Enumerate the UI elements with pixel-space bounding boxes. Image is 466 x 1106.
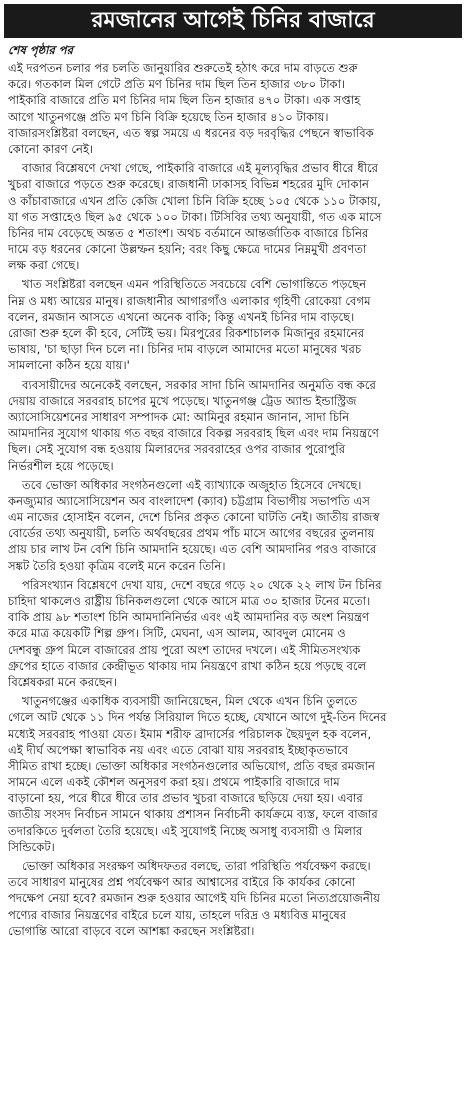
article-line: আগে খাতুনগঞ্জে প্রতি মণ চিনি বিক্রি হয়েছে তিন হাজার ৪১০ টাকায়। (8, 109, 329, 124)
article-line: করে। গতকাল মিল গেটে প্রতি মণ চিনির দাম ছিল তিন হাজার ৩৮০ টাকা। (8, 77, 346, 92)
article-line: গেলে আট থেকে ১১ দিন পর্যন্ত সিরিয়াল দিতে হচ্ছে, যেখানে আগে দুই-তিন দিনের (8, 710, 387, 725)
article-paragraph (8, 160, 458, 273)
article-line: যা গত সপ্তাহেও ছিল ৯৫ থেকে ১০০ টাকা। টিসিবির তথ্য অনুযায়ী, গত এক মাসে (8, 209, 382, 224)
article-line: রোজা শুরু হলে কী হবে, সেটিই ভয়। মিরপুরের রিকশাচালক মিজানুর রহমানের (8, 326, 365, 340)
article-paragraph (8, 60, 458, 157)
article-line: সিন্ডিকেট। (8, 839, 55, 854)
article-line: বিশ্লেষকরা মনে করছেন। (8, 674, 117, 689)
article-line: পণ্যের বাজার নিয়ন্ত্রণের বাইরে চলে যায়, তাহলে দরিদ্র ও মধ্যবিত্ত মানুষের (8, 907, 347, 922)
article-paragraph (8, 477, 458, 574)
article-line: ছিল। সেই সুযোগ বন্ধ হওয়ায় মিলারদের সরবরাহের ওপর বাজার পুরোপুরি (8, 442, 346, 457)
article-paragraph (8, 858, 458, 939)
article-line: চাহিদা থাকলেও রাষ্ট্রীয় চিনিকলগুলো থেকে আসে মাত্র ৩০ হাজার টনের মতো। (8, 594, 371, 608)
article-line: পাইকারি বাজারে প্রতি মণ চিনির দাম ছিল তিন হাজার ৪৭০ টাকা। এক সপ্তাহ (8, 93, 361, 108)
article-line: বাজার বিশ্লেষণে দেখা গেছে, পাইকারি বাজারে এই মূল্যবৃদ্ধির প্রভাব ধীরে ধীরে (22, 161, 379, 176)
article-line: ব্যবসায়ীদের অনেকেই বলছেন, সরকার সাদা চিনি আমদানির অনুমতি বন্ধ করে (22, 377, 376, 392)
article-line: বাকি প্রায় ৯৮ শতাংশ চিনি আমদানিনির্ভর এবং এই আমদানির বড় অংশ নিয়ন্ত্রণ (8, 610, 370, 625)
article-line: কোনো কারণ নেই। (8, 141, 94, 156)
article-line: এই দরপতন চলার পর চলতি জানুয়ারির শুরুতেই হঠাৎ করে দাম বাড়তে শুরু (8, 61, 358, 75)
article-line: দামে বড় ধরনের কোনো উল্লম্ফন হয়নি; বরং কিছু ক্ষেত্রে দামের নিম্নমুখী প্রবণতা (8, 242, 367, 257)
article-line: চিনির দাম বেড়েছে অন্তত ৫ শতাংশ। অথচ বর্তমানে আন্তর্জাতিক বাজারে চিনির (8, 225, 369, 240)
article-paragraph (8, 693, 458, 855)
article-line: ভোগান্তি আরো বাড়বে বলে আশঙ্কা করছেন সংশ্লিষ্টরা। (8, 923, 255, 938)
article-line: খুচরা বাজারে পড়তে শুরু করেছে। রাজধানী ঢাকাসহ বিভিন্ন শহরের মুদি দোকান (8, 177, 369, 192)
article-line: জাতীয় সংসদ নির্বাচন সামনে থাকায় প্রশাসন নির্বাচনী কার্যক্রমে ব্যস্ত, ফলে বাজার (8, 807, 378, 822)
article-line: লক্ষ করা গেছে। (8, 258, 80, 273)
article-line: তবে সাধারণ মানুষের প্রশ্ন পর্যবেক্ষণ আর আশ্বাসের বাইরে কি কার্যকর কোনো (8, 875, 356, 890)
article-line: নিম্ন ও মধ্য আয়ের মানুষ। রাজধানীর আগারগাঁও এলাকার গৃহিণী রোকেয়া বেগম (8, 293, 371, 308)
article-body (8, 60, 458, 1100)
article-line: কনজ্যুমার অ্যাসোসিয়েশন অব বাংলাদেশ (ক্যাব) চট্টগ্রাম বিভাগীয় সভাপতি এস (8, 493, 370, 508)
article-line: বাজারসংশ্লিষ্টরা বলছেন, এত স্বল্প সময়ে এ ধরনের বড় দরবৃদ্ধির পেছনে স্বাভাবিক (8, 125, 374, 140)
headline: রমজানের আগেই চিনির বাজারে (4, 4, 462, 38)
article-paragraph (8, 377, 458, 474)
article-line: সঙ্কট তৈরি হওয়া কৃত্রিম বলেই মনে করেন তিনি। (8, 558, 226, 573)
article-line: দেশবন্ধু গ্রুপ মিলে বাজারের প্রায় পুরো অংশ তাদের দখলে। এই সীমিতসংখ্যক (8, 642, 361, 657)
article-line: পরিসংখ্যান বিশ্লেষণে দেখা যায়, দেশে বছরে গড়ে ২০ থেকে ২২ লাখ টন চিনির (22, 577, 382, 592)
article-line: আমদানির সুযোগ থাকায় গত বছর বাজারে বিকল্প সরবরাহ ছিল এবং দাম নিয়ন্ত্রণে (8, 426, 379, 441)
article-paragraph (8, 577, 458, 690)
article-line: সামলানো কঠিন হয়ে যায়।' (8, 358, 130, 373)
article-line: সীমিত রাখা হচ্ছে। ভোক্তা অধিকার সংগঠনগুলোর অভিযোগ, প্রতি বছর রমজান (8, 758, 375, 773)
article-paragraph (8, 276, 458, 373)
article-line: করে মাত্র কয়েকটি শিল্প গ্রুপ। সিটি, মেঘনা, এস আলম, আবদুল মোনেম ও (8, 626, 346, 641)
article-line: খাতুনগঞ্জের একাধিক ব্যবসায়ী জানিয়েছেন, মিল থেকে এখন চিনি তুলতে (22, 694, 358, 709)
article-line: এম নাজের হোসাইন বলেন, দেশে চিনির প্রকৃত কোনো ঘাটতি নেই। জাতীয় রাজস্ব (8, 510, 380, 525)
article-line: খাত সংশ্লিষ্টরা বলছেন এমন পরিস্থিতিতে সবচেয়ে বেশি ভোগান্তিতে পড়ছেন (22, 277, 367, 292)
article-line: বলেন, রমজান আসতে এখনো অনেক বাকি; কিন্তু এখনই চিনির দাম বাড়ছে। (8, 309, 355, 324)
article-line: নির্ভরশীল হয়ে পড়েছে। (8, 458, 114, 473)
article-line: দেয়ায় বাজারে সরবরাহ চাপের মুখে পড়েছে। খাতুনগঞ্জ ট্রেড অ্যান্ড ইন্ডাস্ট্রিজ (8, 393, 357, 408)
article-line: পদক্ষেপ নেয়া হবে? রমজান শুরু হওয়ার আগেই যদি চিনির মতো নিত্যপ্রয়োজনীয় (8, 891, 380, 906)
article-line: গ্রুপের হাতে বাজার কেন্দ্রীভূত থাকায় দাম নিয়ন্ত্রণে রাখা কঠিন হয়ে পড়ছে বলে (8, 658, 367, 673)
article-line: এই দীর্ঘ অপেক্ষা স্বাভাবিক নয় এবং এতে বোঝা যায় সরবরাহ ইচ্ছাকৃতভাবে (8, 742, 349, 757)
article-line: অ্যাসোসিয়েশনের সাধারণ সম্পাদক মো: আমিনুর রহমান জানান, সাদা চিনি (8, 409, 350, 424)
continued-label: শেষ পৃষ্ঠার পর (8, 43, 73, 57)
article-line: মধ্যেই সরবরাহ পাওয়া যেত। ইমাম শরীফ ব্রাদার্সের পরিচালক ছৈয়দুল হক বলেন, (8, 726, 372, 741)
article-line: তবে ভোক্তা অধিকার সংগঠনগুলো এই ব্যাখ্যাকে অজুহাত হিসেবে দেখছে। (22, 477, 362, 492)
article-line: বোর্ডের তথ্য অনুযায়ী, চলতি অর্থবছরের প্রথম পাঁচ মাসে আগের বছরের তুলনায় (8, 526, 375, 541)
article-line: বাড়ানো হয়, পরে ধীরে ধীরে তার প্রভাব খুচরা বাজারে ছড়িয়ে দেয়া হয়। এবার (8, 791, 363, 806)
article-line: ভোক্তা অধিকার সংরক্ষণ অধিদফতর বলছে, তারা পরিস্থিতি পর্যবেক্ষণ করছে। (22, 859, 371, 873)
article-line: ভাষায়, 'চা ছাড়া দিন চলে না। চিনির দাম বাড়লে আমাদের মতো মানুষের খরচ (8, 342, 362, 357)
article-line: ও কাঁচাবাজারে এখন প্রতি কেজি খোলা চিনি বিক্রি হচ্ছে ১০৫ থেকে ১১০ টাকায়, (8, 193, 381, 208)
article-line: সামনে এলে একই কৌশল অনুসরণ করা হয়। প্রথমে পাইকারি বাজারে দাম (8, 775, 340, 790)
article-line: তদারকিতে দুর্বলতা তৈরি হয়েছে। এই সুযোগই নিচ্ছে অসাধু ব্যবসায়ী ও মিলার (8, 823, 363, 838)
article-line: প্রায় চার লাখ টন বেশি চিনি আমদানি হয়েছে। এত বেশি আমদানির পরও বাজারে (8, 542, 377, 557)
